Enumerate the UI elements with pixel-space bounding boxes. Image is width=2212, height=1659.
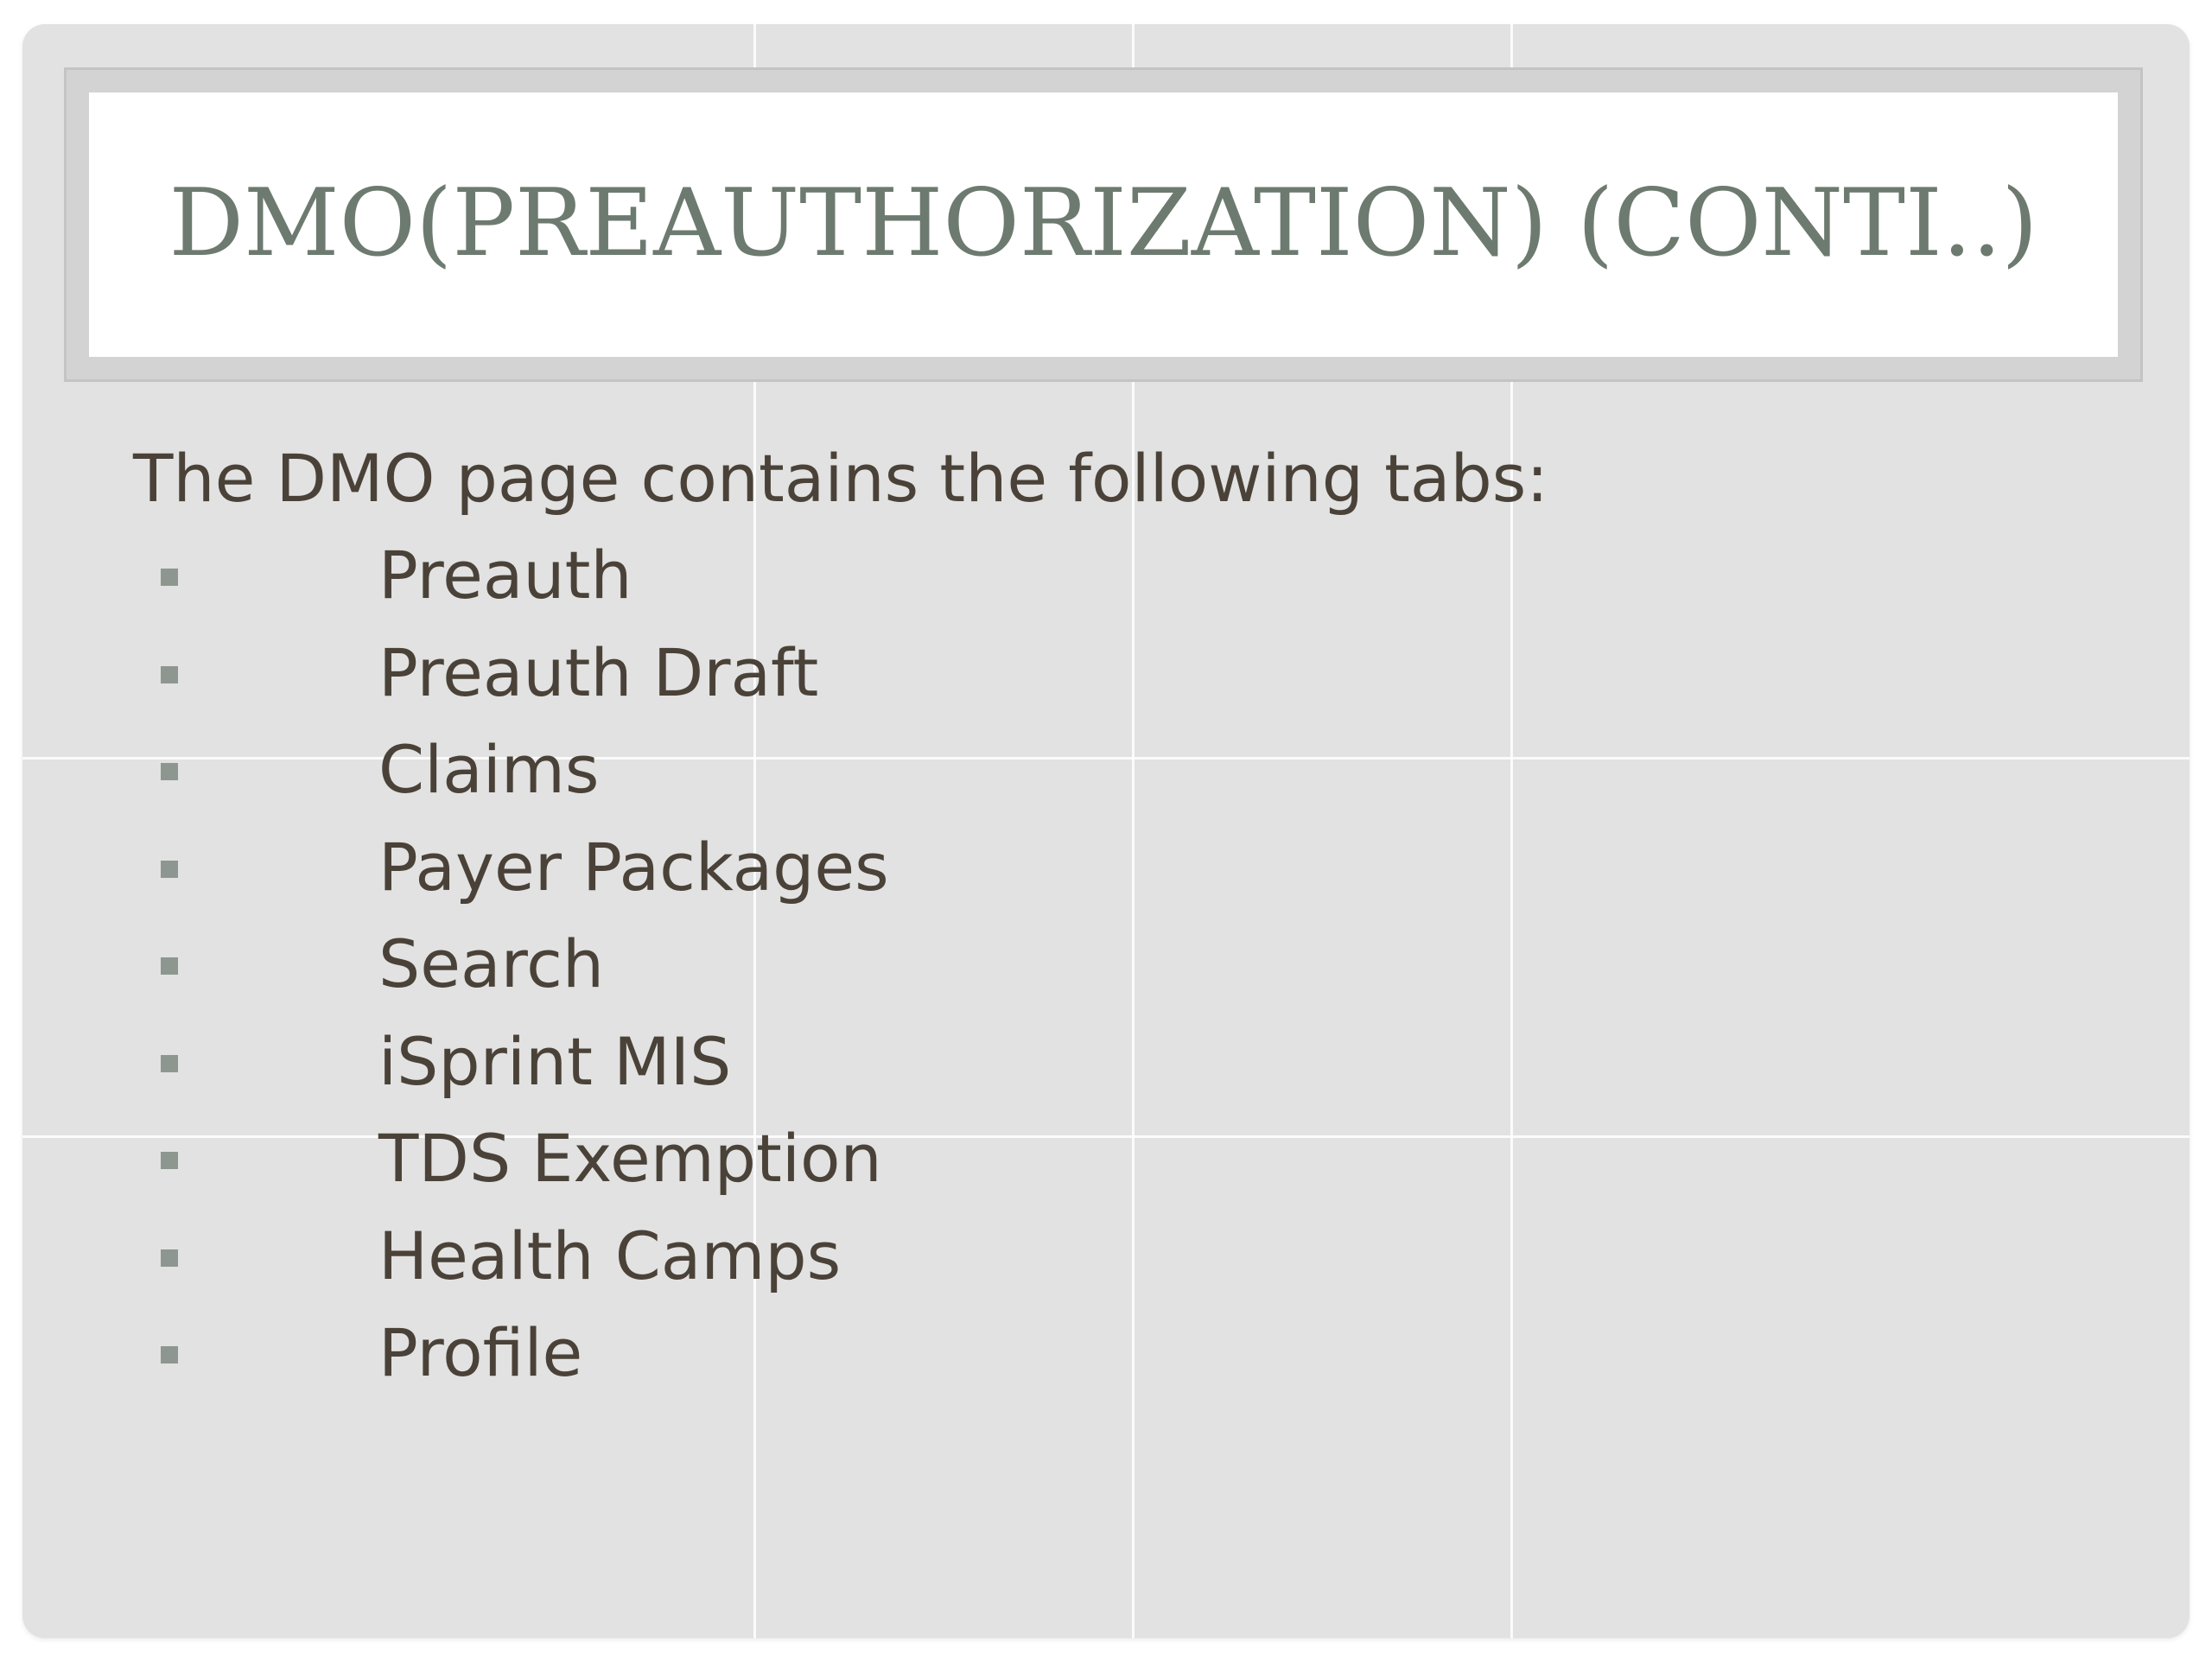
square-bullet-icon	[161, 1152, 178, 1169]
slide	[22, 24, 2190, 1638]
slide-title: DMO(PREAUTHORIZATION) (CONTI..)	[168, 168, 2038, 277]
square-bullet-icon	[161, 861, 178, 878]
tab-label: Payer Packages	[378, 828, 889, 906]
list-item	[133, 625, 1548, 722]
list-item	[133, 1305, 1548, 1402]
square-bullet-icon	[161, 1346, 178, 1363]
list-item	[133, 721, 1548, 819]
list-item	[133, 1208, 1548, 1306]
title-box	[89, 92, 2118, 357]
square-bullet-icon	[161, 569, 178, 586]
square-bullet-icon	[161, 1055, 178, 1072]
list-item	[133, 916, 1548, 1014]
list-item	[133, 819, 1548, 917]
intro-text: The DMO page contains the following tabs:	[133, 440, 1548, 517]
list-item	[133, 1014, 1548, 1111]
tab-label: Health Camps	[378, 1217, 842, 1294]
tab-label: Search	[378, 925, 605, 1002]
tab-label: Profile	[378, 1314, 583, 1391]
tab-list	[133, 527, 1548, 1402]
list-item	[133, 1110, 1548, 1208]
tab-label: Preauth	[378, 537, 632, 613]
list-item	[133, 527, 1548, 625]
slide-body	[133, 430, 1548, 1402]
tab-label: iSprint MIS	[378, 1022, 732, 1100]
square-bullet-icon	[161, 957, 178, 975]
square-bullet-icon	[161, 763, 178, 780]
square-bullet-icon	[161, 1249, 178, 1267]
tab-label: Claims	[378, 731, 600, 808]
tab-label: Preauth Draft	[378, 633, 819, 711]
tab-label: TDS Exemption	[378, 1120, 882, 1197]
title-frame	[64, 67, 2143, 382]
square-bullet-icon	[161, 666, 178, 683]
